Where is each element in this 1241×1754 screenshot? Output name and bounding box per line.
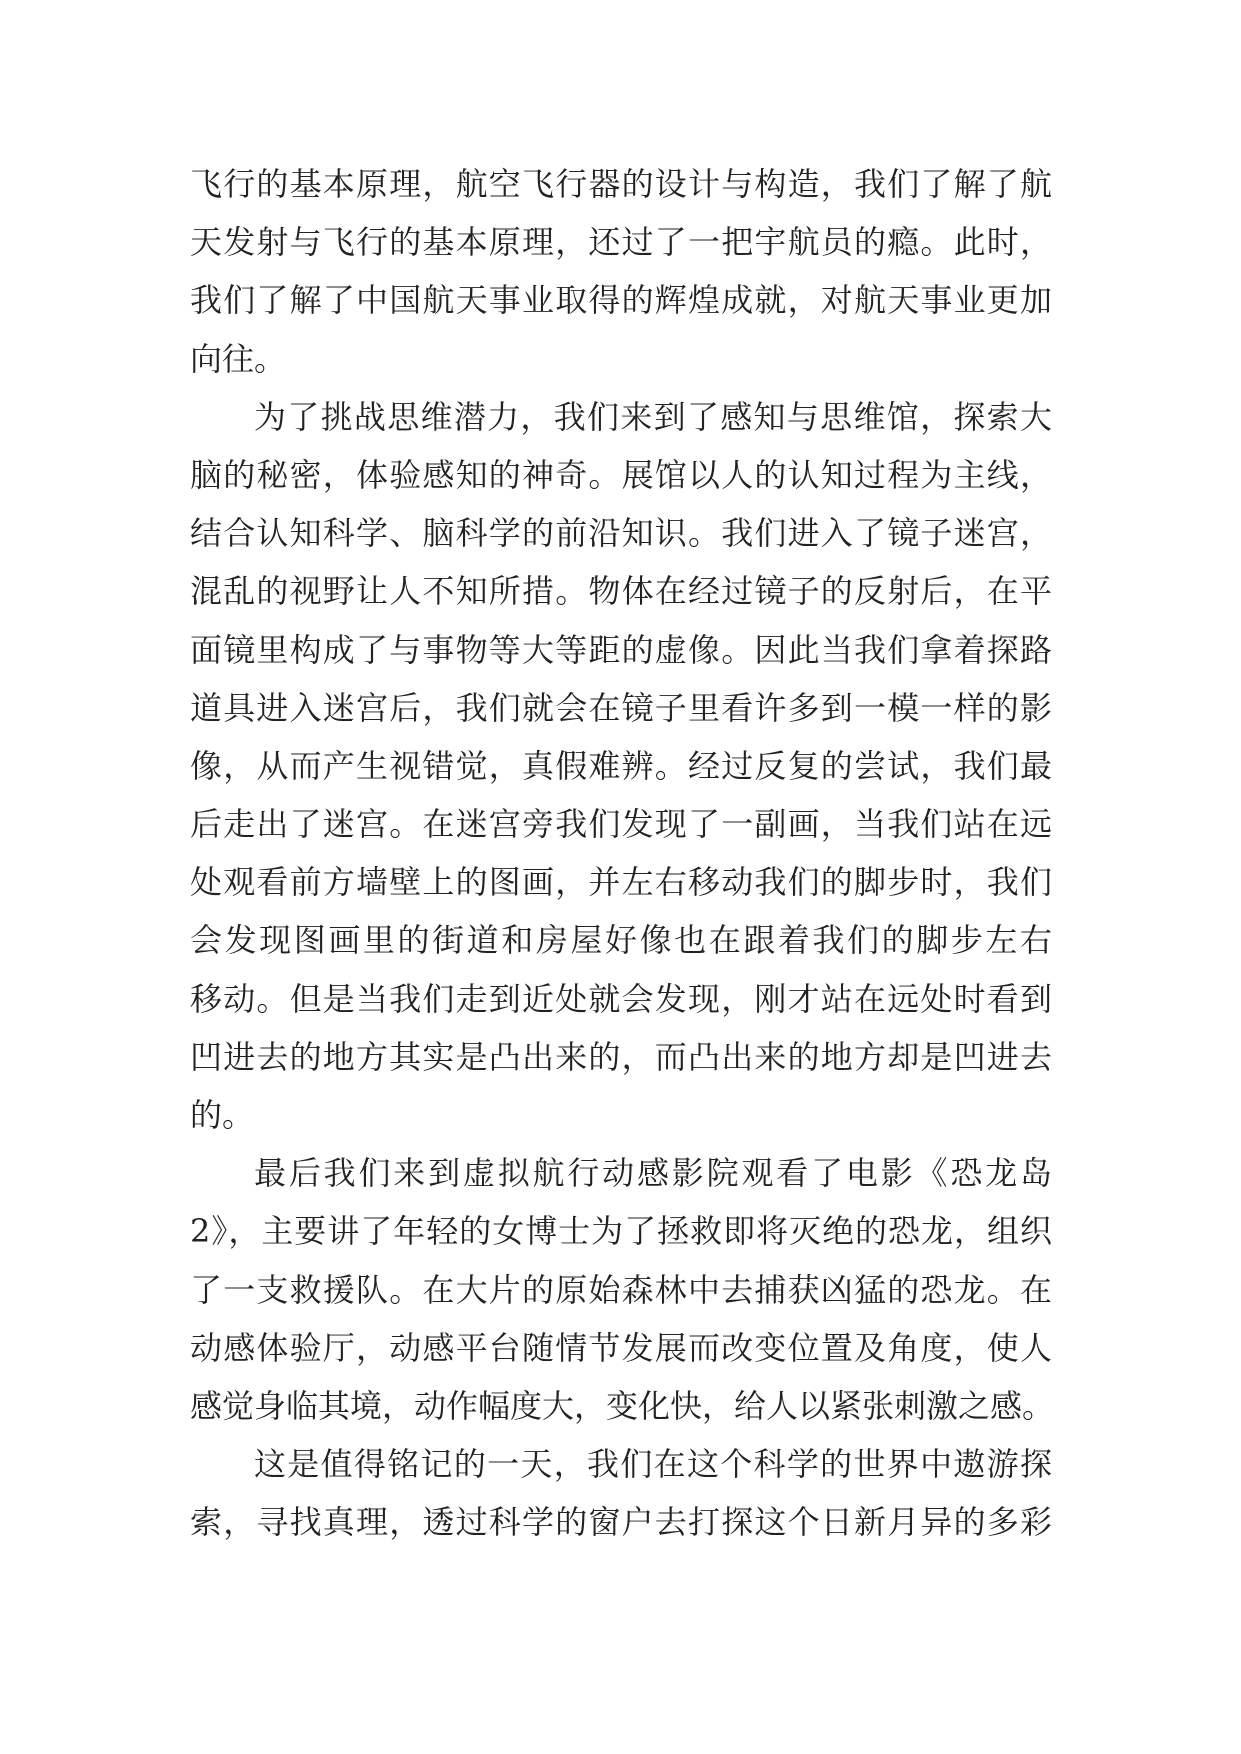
text-line: 感觉身临其境，动作幅度大，变化快，给人以紧张刺激之感。 [190,1386,1055,1425]
text-line: 面镜里构成了与事物等大等距的虚像。因此当我们拿着探路 [190,630,1052,669]
text-line: 混乱的视野让人不知所措。物体在经过镜子的反射后，在平 [190,572,1052,611]
text-line: 后走出了迷宫。在迷宫旁我们发现了一副画，当我们站在远 [190,805,1052,844]
text-line: 脑的秘密，体验感知的神奇。展馆以人的认知过程为主线， [190,455,1052,494]
text-line: 了一支救援队。在大片的原始森林中去捕获凶猛的恐龙。在 [190,1270,1052,1309]
text-line: 天发射与飞行的基本原理，还过了一把宇航员的瘾。此时， [190,223,1052,262]
text-line: 2》，主要讲了年轻的女博士为了拯救即将灭绝的恐龙，组织 [190,1212,1052,1251]
text-line: 凹进去的地方其实是凸出来的，而凸出来的地方却是凹进去 [190,1037,1052,1076]
paragraph-perception [190,388,1052,1144]
text-line: 索，寻找真理，透过科学的窗户去打探这个日新月异的多彩 [190,1503,1052,1542]
text-line: 结合认知科学、脑科学的前沿知识。我们进入了镜子迷宫， [190,514,1052,553]
paragraph-aerospace [190,155,1052,388]
body-text [190,155,1055,1552]
text-line: 的。 [190,1096,255,1134]
paragraph-conclusion [190,1435,1052,1551]
text-line: 会发现图画里的街道和房屋好像也在跟着我们的脚步左右 [190,921,1052,960]
text-line: 动感体验厅，动感平台随情节发展而改变位置及角度，使人 [190,1328,1052,1367]
text-line: 最后我们来到虚拟航行动感影院观看了电影《恐龙岛 [254,1154,1052,1193]
text-line: 为了挑战思维潜力，我们来到了感知与思维馆，探索大 [254,397,1052,436]
text-line: 道具进入迷宫后，我们就会在镜子里看许多到一模一样的影 [190,688,1052,727]
text-line: 移动。但是当我们走到近处就会发现，刚才站在远处时看到 [190,979,1052,1018]
text-line: 向往。 [190,339,287,378]
text-line: 像，从而产生视错觉，真假难辨。经过反复的尝试，我们最 [190,746,1052,785]
text-line: 我们了解了中国航天事业取得的辉煌成就，对航天事业更加 [190,281,1052,320]
text-line: 处观看前方墙壁上的图画，并左右移动我们的脚步时，我们 [190,863,1052,902]
paragraph-cinema [190,1144,1055,1435]
text-line: 这是值得铭记的一天，我们在这个科学的世界中遨游探 [254,1445,1052,1484]
text-line: 飞行的基本原理，航空飞行器的设计与构造，我们了解了航 [190,165,1052,203]
